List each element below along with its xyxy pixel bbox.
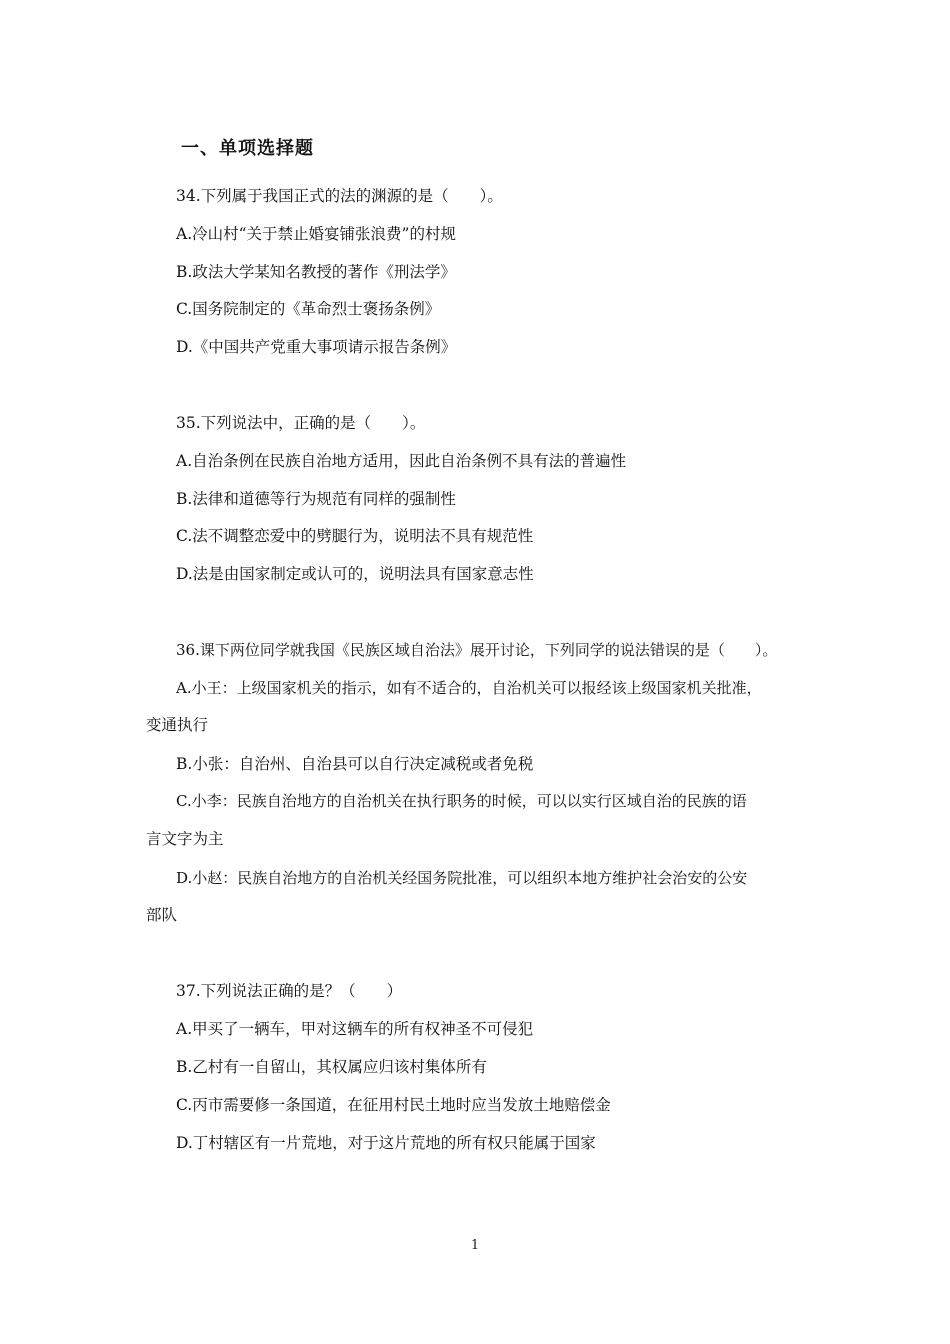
question-35-option-a: A.自治条例在民族自治地方适用，因此自治条例不具有法的普遍性 [176,452,627,470]
question-35-option-c: C.法不调整恋爱中的劈腿行为，说明法不具有规范性 [176,527,534,545]
question-37-option-d: D.丁村辖区有一片荒地，对于这片荒地的所有权只能属于国家 [176,1134,596,1152]
question-34-option-a: A.冷山村“关于禁止婚宴铺张浪费”的村规 [176,225,456,243]
question-37-option-b: B.乙村有一自留山，其权属应归该村集体所有 [176,1058,487,1076]
question-34-option-d: D.《中国共产党重大事项请示报告条例》 [176,338,457,356]
question-35-option-d: D.法是由国家制定或认可的，说明法具有国家意志性 [176,565,534,583]
question-34-option-c: C.国务院制定的《革命烈士褒扬条例》 [176,300,441,318]
question-36-option-a: A.小王：上级国家机关的指示，如有不适合的，自治机关可以报经该上级国家机关批准， [176,679,762,697]
question-37-option-c: C.丙市需要修一条国道，在征用村民土地时应当发放土地赔偿金 [176,1096,611,1114]
question-36-option-d-cont: 部队 [146,906,178,924]
section-title: 一、单项选择题 [181,138,314,159]
question-35-option-b: B.法律和道德等行为规范有同样的强制性 [176,490,456,508]
question-36-option-a-cont: 变通执行 [146,716,209,734]
question-36-option-d: D.小赵：民族自治地方的自治机关经国务院批准，可以组织本地方维护社会治安的公安 [176,869,748,887]
question-36-option-c-cont: 言文字为主 [146,830,224,848]
page-number: 1 [470,1238,480,1253]
question-34-stem: 34.下列属于我国正式的法的渊源的是（ ）。 [176,187,503,205]
question-35-stem: 35.下列说法中，正确的是（ ）。 [176,414,426,432]
question-36-stem: 36.课下两位同学就我国《民族区域自治法》展开讨论，下列同学的说法错误的是（ ）。 [176,641,778,659]
question-37-option-a: A.甲买了一辆车，甲对这辆车的所有权神圣不可侵犯 [176,1020,534,1038]
question-36-option-b: B.小张：自治州、自治县可以自行决定减税或者免税 [176,755,534,773]
question-37-stem: 37.下列说法正确的是？（ ） [176,982,403,1000]
question-36-option-c: C.小李：民族自治地方的自治机关在执行职务的时候，可以以实行区域自治的民族的语 [176,792,747,810]
question-34-option-b: B.政法大学某知名教授的著作《刑法学》 [176,263,456,281]
